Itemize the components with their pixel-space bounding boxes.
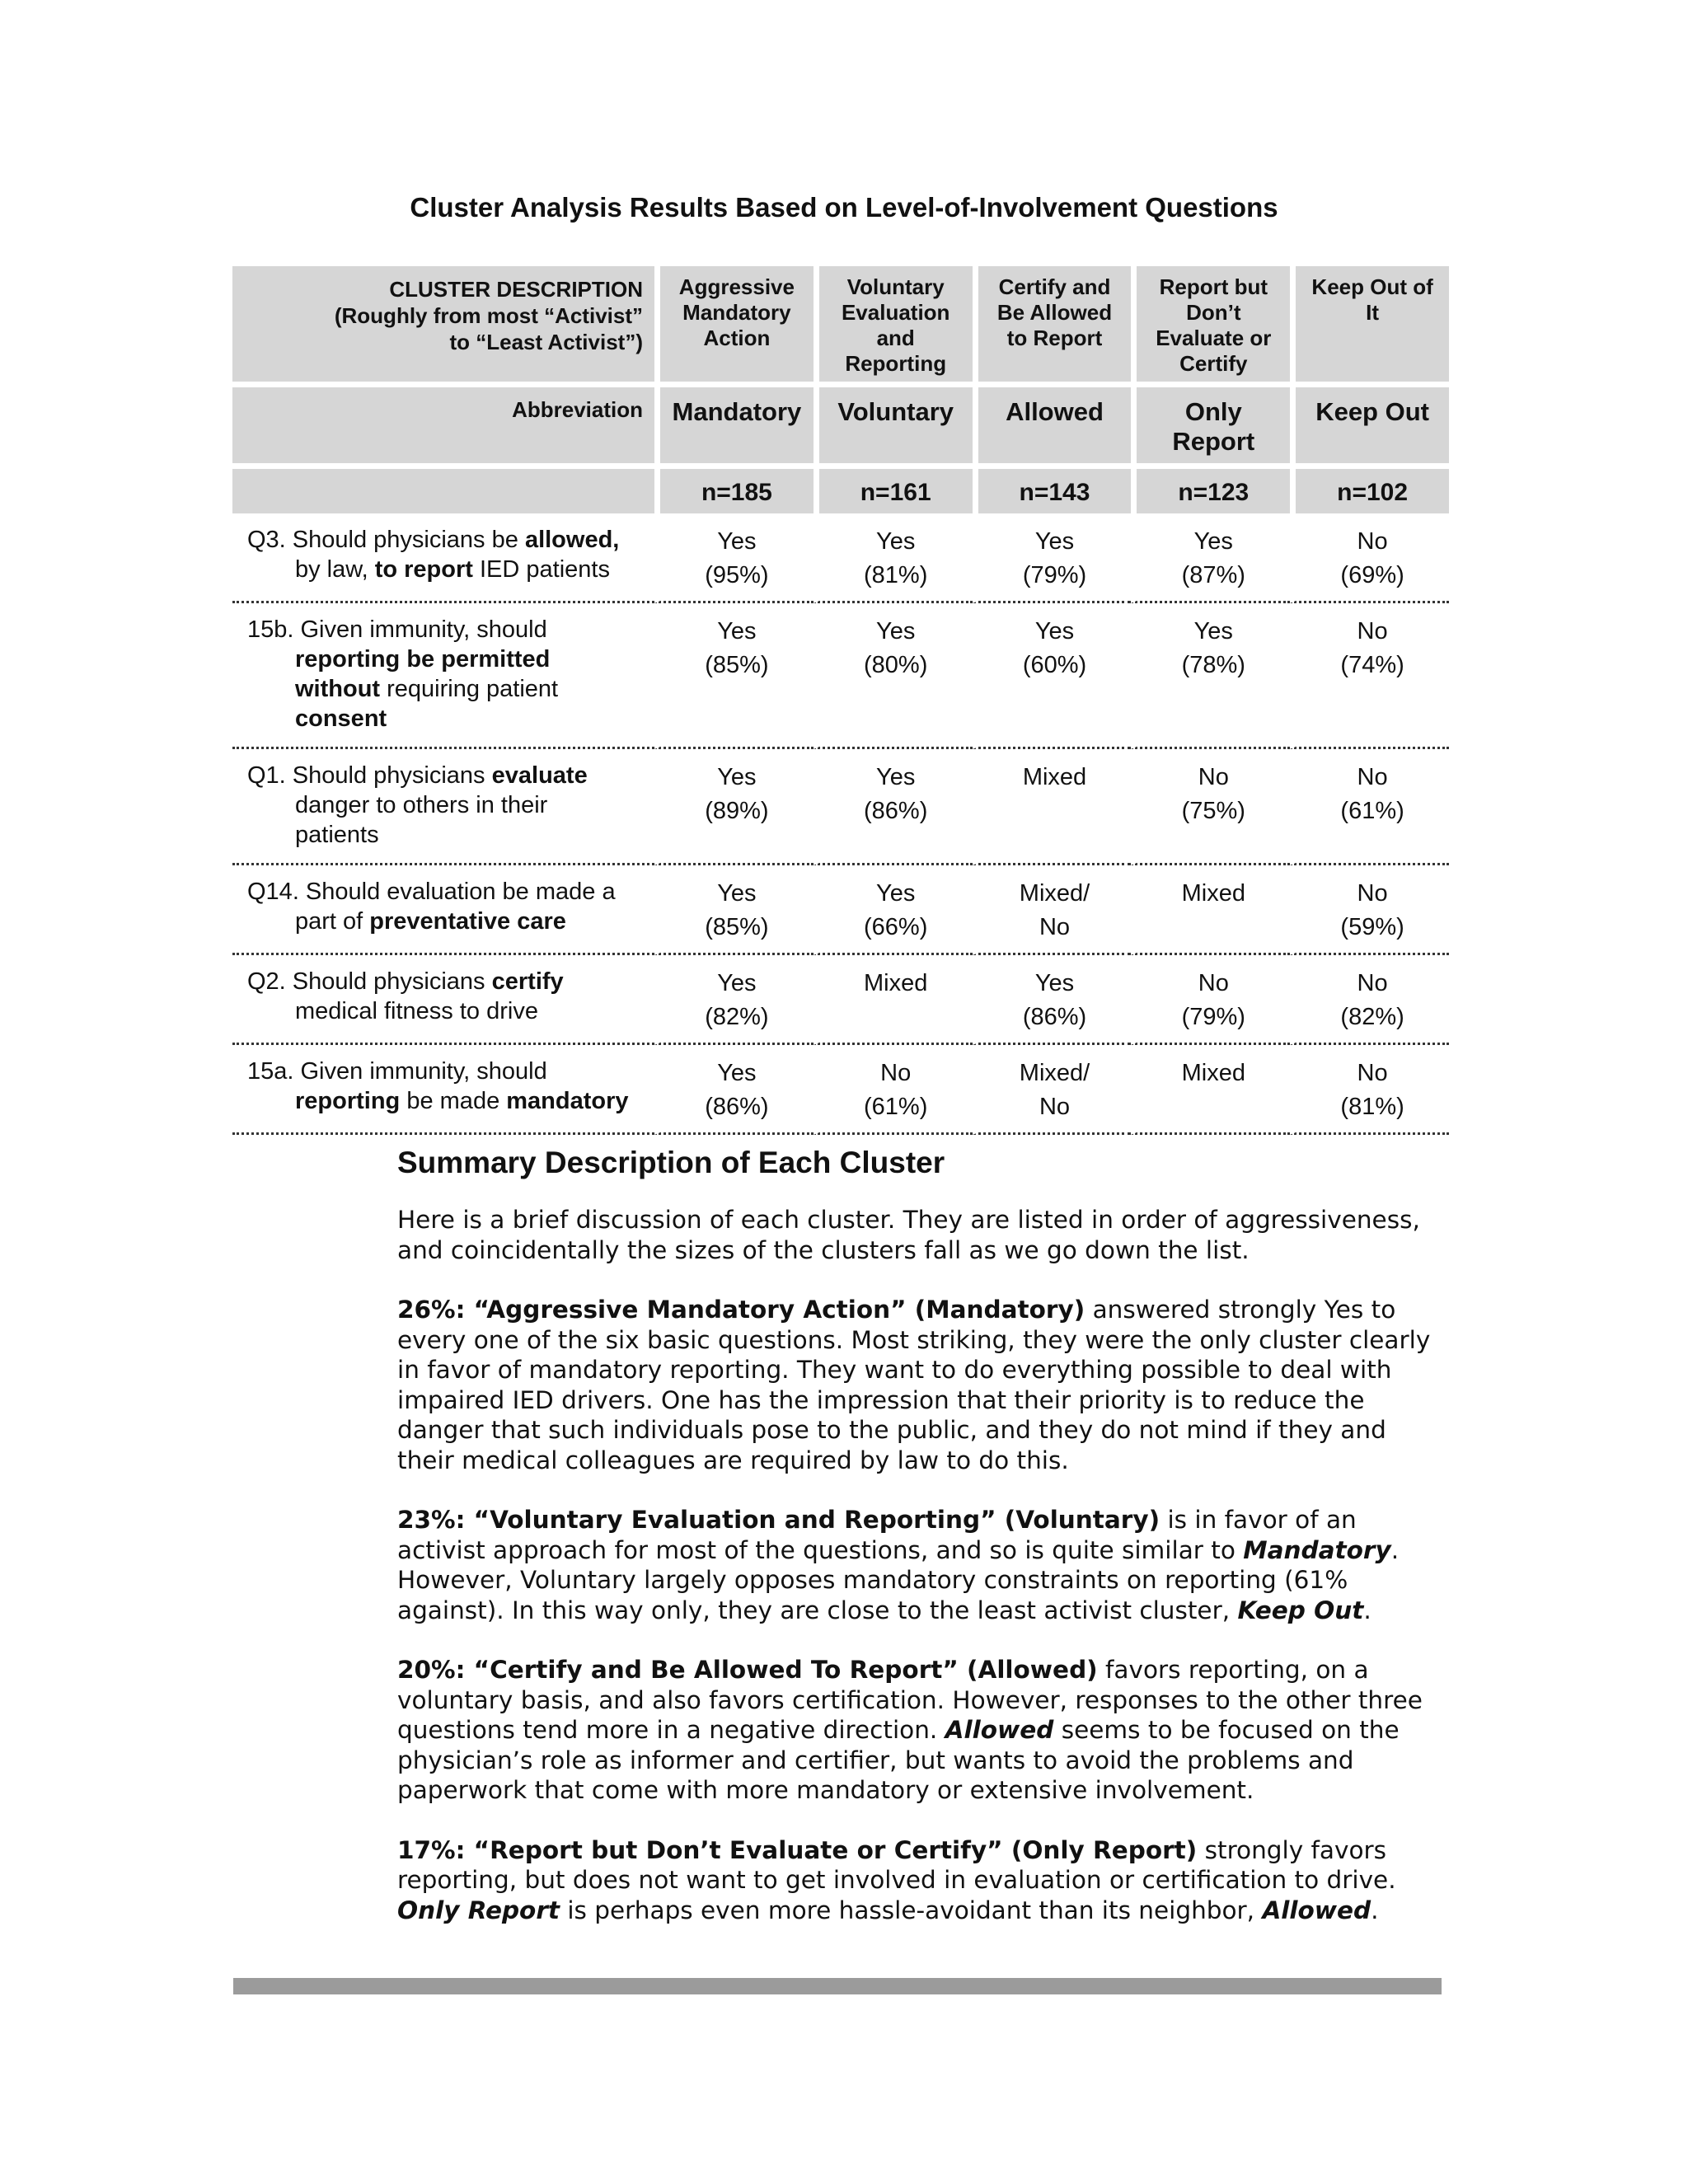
response-value: (61%)	[1340, 798, 1404, 824]
abbreviation-label: Abbreviation	[232, 387, 654, 469]
response-value: Mixed	[1181, 880, 1245, 907]
response-value: (87%)	[1181, 562, 1245, 588]
cluster-sample-size: n=123	[1131, 469, 1290, 513]
response-cell	[654, 749, 814, 865]
response-cell	[973, 603, 1132, 749]
question-label-line	[247, 615, 649, 644]
question-label-text: part of	[295, 908, 370, 935]
question-label-text: Q3. Should physicians be	[247, 527, 525, 553]
sample-size-label	[232, 469, 654, 513]
question-row	[232, 603, 1449, 749]
response-value: Yes	[876, 528, 916, 555]
response-cell	[814, 955, 973, 1045]
response-value: (79%)	[1022, 562, 1087, 588]
response-value: (82%)	[1340, 1004, 1404, 1030]
response-cell	[973, 749, 1132, 865]
response-value: (75%)	[1181, 798, 1245, 824]
summary-cluster-ref: Allowed	[1262, 1896, 1372, 1924]
response-value: (82%)	[705, 1004, 769, 1030]
summary-paragraph	[397, 1205, 1444, 1265]
cluster-abbreviation-line: Only	[1184, 397, 1242, 426]
response-value: Yes	[1034, 970, 1075, 996]
question-row	[232, 513, 1449, 603]
question-label-text: Q1. Should physicians	[247, 762, 492, 789]
question-label-line	[247, 761, 649, 790]
response-value: No	[1357, 1060, 1388, 1086]
question-label-text: 15a. Given immunity, should	[247, 1058, 547, 1085]
cluster-description-line: Keep Out of	[1311, 274, 1433, 299]
question-label-text: mandatory	[506, 1088, 629, 1114]
question-label-line	[247, 820, 649, 850]
cluster-description-row	[232, 266, 1449, 387]
cluster-description-line: Reporting	[845, 351, 947, 376]
response-cell	[654, 513, 814, 603]
question-label-text: medical fitness to drive	[295, 998, 538, 1024]
summary-title: Summary Description of Each Cluster	[397, 1146, 945, 1179]
cluster-abbreviation-line: Keep Out	[1315, 397, 1429, 426]
summary-paragraph	[397, 1505, 1444, 1625]
response-cell	[654, 603, 814, 749]
question-label	[232, 955, 654, 1045]
question-label-text: reporting	[295, 1088, 401, 1114]
response-value: Mixed	[1181, 1060, 1245, 1086]
response-value: Yes	[1034, 618, 1075, 644]
response-value: Yes	[876, 880, 916, 907]
bottom-divider	[233, 1978, 1442, 1994]
response-value: Mixed/	[1019, 880, 1090, 907]
response-value: (59%)	[1340, 914, 1404, 940]
summary-text: Here is a brief discussion of each cluster. They are listed in order of aggressiveness, and coincidentally the sizes of the clusters fall as we go down the list.	[397, 1206, 1420, 1264]
response-value: Yes	[1193, 528, 1233, 555]
summary-emphasis: 20%: “Certify and Be Allowed To Report” (Allowed)	[397, 1656, 1098, 1684]
cluster-sample-size: n=102	[1290, 469, 1449, 513]
response-value: (66%)	[864, 914, 928, 940]
question-label-text: allowed,	[524, 527, 620, 553]
cluster-description-line: Action	[703, 326, 771, 350]
question-label-text: reporting be permitted	[295, 646, 551, 673]
cluster-description-cell	[1290, 266, 1449, 387]
cluster-abbreviation	[973, 387, 1132, 469]
response-cell	[654, 1045, 814, 1135]
question-label-line	[247, 877, 649, 907]
response-value: (89%)	[705, 798, 769, 824]
cluster-description-line: Mandatory	[682, 300, 791, 325]
question-label-text: certify	[491, 968, 564, 995]
summary-emphasis: 23%: “Voluntary Evaluation and Reporting” (Voluntary)	[397, 1506, 1160, 1534]
sample-size-row	[232, 469, 1449, 513]
cluster-analysis-table	[232, 266, 1449, 1135]
response-value: No	[1198, 970, 1229, 996]
cluster-description-line: Don’t	[1186, 300, 1241, 325]
response-value: Yes	[717, 618, 757, 644]
response-value: (85%)	[705, 652, 769, 678]
cluster-description-cell	[1131, 266, 1290, 387]
question-label-text: 15b. Given immunity, should	[247, 616, 547, 643]
response-cell	[1290, 1045, 1449, 1135]
response-cell	[1131, 1045, 1290, 1135]
response-cell	[814, 513, 973, 603]
response-value: Mixed	[864, 970, 928, 996]
summary-paragraph	[397, 1655, 1444, 1806]
response-value: (60%)	[1022, 652, 1087, 678]
response-cell	[1290, 749, 1449, 865]
response-value: (86%)	[1022, 1004, 1087, 1030]
question-row	[232, 749, 1449, 865]
response-value: (86%)	[864, 798, 928, 824]
response-cell	[1290, 955, 1449, 1045]
response-cell	[1131, 749, 1290, 865]
summary-emphasis: 17%: “Report but Don’t Evaluate or Certify” (Only Report)	[397, 1835, 1198, 1864]
question-label-line	[247, 1086, 649, 1116]
question-label-text: by law,	[295, 556, 375, 583]
cluster-description-line: Certify and	[998, 274, 1111, 299]
response-value: (81%)	[864, 562, 928, 588]
response-value: (95%)	[705, 562, 769, 588]
question-label-text: preventative care	[369, 908, 566, 935]
response-value: (85%)	[705, 914, 769, 940]
question-row	[232, 865, 1449, 955]
cluster-abbreviation	[654, 387, 814, 469]
question-label-text: to report	[374, 556, 473, 583]
response-cell	[1290, 603, 1449, 749]
cluster-abbreviation-line: Mandatory	[672, 397, 802, 426]
response-value: Yes	[717, 970, 757, 996]
summary-text: seems to be focused on the physician’s role as informer and certifier, but wants to avoid the problems and paperwork that come with more mandatory or extensive involvement.	[397, 1716, 1400, 1804]
response-cell	[973, 513, 1132, 603]
response-value: (79%)	[1181, 1004, 1245, 1030]
question-label-text: patients	[295, 822, 379, 848]
summary-cluster-ref: Only Report	[397, 1896, 560, 1924]
question-label-text: requiring patient	[380, 676, 559, 702]
summary-text: strongly favors reporting, but does not want to get involved in evaluation or certification to drive.	[397, 1835, 1396, 1894]
abbreviation-row	[232, 387, 1449, 469]
question-row	[232, 1045, 1449, 1135]
summary-text: .	[1363, 1596, 1372, 1624]
question-label-line	[247, 704, 649, 733]
cluster-abbreviation-line: Voluntary	[837, 397, 954, 426]
question-label-line	[247, 674, 649, 704]
question-label-line	[247, 996, 649, 1026]
response-value: No	[1039, 914, 1071, 940]
response-cell	[1290, 513, 1449, 603]
question-label-line	[247, 555, 649, 584]
summary-text: is perhaps even more hassle-avoidant than its neighbor,	[559, 1896, 1263, 1924]
summary-text: answered strongly Yes to every one of the six basic questions. Most striking, they were the only cluster clearly in favor of mandatory reporting. They want to do everything possible to deal with impaired IED drivers. One has the impression that their priority is to reduce the danger that such individuals pose to the public, and they do not mind if they and their medical colleagues are required by law to do this.	[397, 1296, 1431, 1474]
cluster-description-line: Be Allowed	[996, 300, 1113, 325]
summary-text: .	[1371, 1896, 1379, 1924]
response-value: Yes	[717, 1060, 757, 1086]
cluster-description-label-line: (Roughly from most “Activist”	[334, 303, 643, 328]
response-cell	[1131, 513, 1290, 603]
response-value: Yes	[876, 764, 916, 790]
summary-text: is in favor of an activist approach for most of the questions, and so is quite similar to	[397, 1506, 1357, 1564]
summary-cluster-ref: Allowed	[945, 1716, 1054, 1744]
response-value: No	[880, 1060, 912, 1086]
response-value: (86%)	[705, 1094, 769, 1120]
cluster-abbreviation	[1131, 387, 1290, 469]
cluster-description-line: Certify	[1179, 351, 1248, 376]
response-value: Yes	[1034, 528, 1075, 555]
response-value: (78%)	[1181, 652, 1245, 678]
cluster-description-cell	[654, 266, 814, 387]
cluster-sample-size: n=143	[973, 469, 1132, 513]
cluster-description-line: Evaluate or	[1156, 326, 1272, 350]
question-label	[232, 603, 654, 749]
summary-paragraph	[397, 1835, 1444, 1926]
response-value: Yes	[717, 528, 757, 555]
response-value: Mixed/	[1019, 1060, 1090, 1086]
response-cell	[814, 1045, 973, 1135]
summary-cluster-ref: Mandatory	[1243, 1535, 1391, 1564]
response-value: Yes	[717, 880, 757, 907]
response-value: No	[1357, 618, 1388, 644]
cluster-description-label-line: CLUSTER DESCRIPTION	[389, 277, 643, 302]
question-label	[232, 1045, 654, 1135]
response-value: No	[1198, 764, 1229, 790]
cluster-abbreviation	[1290, 387, 1449, 469]
question-label-line	[247, 790, 649, 820]
cluster-description-line: Aggressive	[678, 274, 795, 299]
response-value: No	[1039, 1094, 1071, 1120]
cluster-abbreviation-line: Allowed	[1006, 397, 1104, 426]
response-value: (69%)	[1340, 562, 1404, 588]
cluster-description-label	[232, 266, 654, 387]
response-cell	[654, 865, 814, 955]
response-cell	[814, 865, 973, 955]
response-cell	[1131, 603, 1290, 749]
response-cell	[654, 955, 814, 1045]
summary-cluster-ref: Keep Out	[1237, 1596, 1364, 1624]
cluster-description-cell	[973, 266, 1132, 387]
question-row	[232, 955, 1449, 1045]
cluster-description-line: Report but	[1159, 274, 1268, 299]
question-label-line	[247, 907, 649, 936]
summary-text: favors reporting, on a voluntary basis, and also favors certification. However, responses to the other three questions tend more in a negative direction.	[397, 1656, 1423, 1744]
cluster-sample-size: n=161	[814, 469, 973, 513]
question-label-line	[247, 525, 649, 555]
summary-paragraph	[397, 1295, 1444, 1475]
page-title: Cluster Analysis Results Based on Level-of-Involvement Questions	[410, 192, 1278, 223]
summary-emphasis: 26%: “Aggressive Mandatory Action” (Mandatory)	[397, 1296, 1085, 1324]
response-value: (80%)	[864, 652, 928, 678]
response-cell	[1290, 865, 1449, 955]
question-label	[232, 513, 654, 603]
response-value: No	[1357, 528, 1388, 555]
response-value: (61%)	[864, 1094, 928, 1120]
response-cell	[973, 865, 1132, 955]
response-cell	[1131, 955, 1290, 1045]
response-cell	[973, 1045, 1132, 1135]
cluster-description-line: Evaluation	[841, 300, 950, 325]
question-label-text: Q2. Should physicians	[247, 968, 492, 995]
question-label-text: danger to others in their	[295, 792, 548, 818]
question-label-line	[247, 1057, 649, 1086]
response-cell	[814, 603, 973, 749]
question-label-line	[247, 644, 649, 674]
question-label-text: without	[295, 676, 381, 702]
response-value: Yes	[717, 764, 757, 790]
response-value: Yes	[1193, 618, 1233, 644]
response-value: Mixed	[1022, 764, 1087, 790]
response-value: (74%)	[1340, 652, 1404, 678]
summary-section	[397, 1146, 1444, 1955]
cluster-abbreviation	[814, 387, 973, 469]
cluster-description-line: It	[1366, 300, 1380, 325]
cluster-description-line: and	[876, 326, 915, 350]
cluster-description-line: to Report	[1006, 326, 1103, 350]
cluster-abbreviation-line: Report	[1172, 427, 1255, 456]
question-label-text: consent	[295, 705, 387, 732]
response-cell	[814, 749, 973, 865]
question-label-line	[247, 967, 649, 996]
response-value: No	[1357, 764, 1388, 790]
response-value: Yes	[876, 618, 916, 644]
response-cell	[1131, 865, 1290, 955]
cluster-description-label-line: to “Least Activist”)	[449, 330, 643, 354]
summary-paragraphs	[397, 1205, 1444, 1925]
question-label-text: evaluate	[491, 762, 588, 789]
question-label-text: IED patients	[472, 556, 610, 583]
question-label-text: be made	[400, 1088, 507, 1114]
question-label	[232, 865, 654, 955]
response-cell	[973, 955, 1132, 1045]
response-value: (81%)	[1340, 1094, 1404, 1120]
response-value: No	[1357, 970, 1388, 996]
cluster-description-line: Voluntary	[846, 274, 945, 299]
question-label	[232, 749, 654, 865]
summary-text: . However, Voluntary largely opposes mandatory constraints on reporting (61% against). In this way only, they are close to the least activist cluster,	[397, 1535, 1400, 1624]
response-value: No	[1357, 880, 1388, 907]
cluster-sample-size: n=185	[654, 469, 814, 513]
cluster-description-cell	[814, 266, 973, 387]
question-label-text: Q14. Should evaluation be made a	[247, 879, 616, 905]
